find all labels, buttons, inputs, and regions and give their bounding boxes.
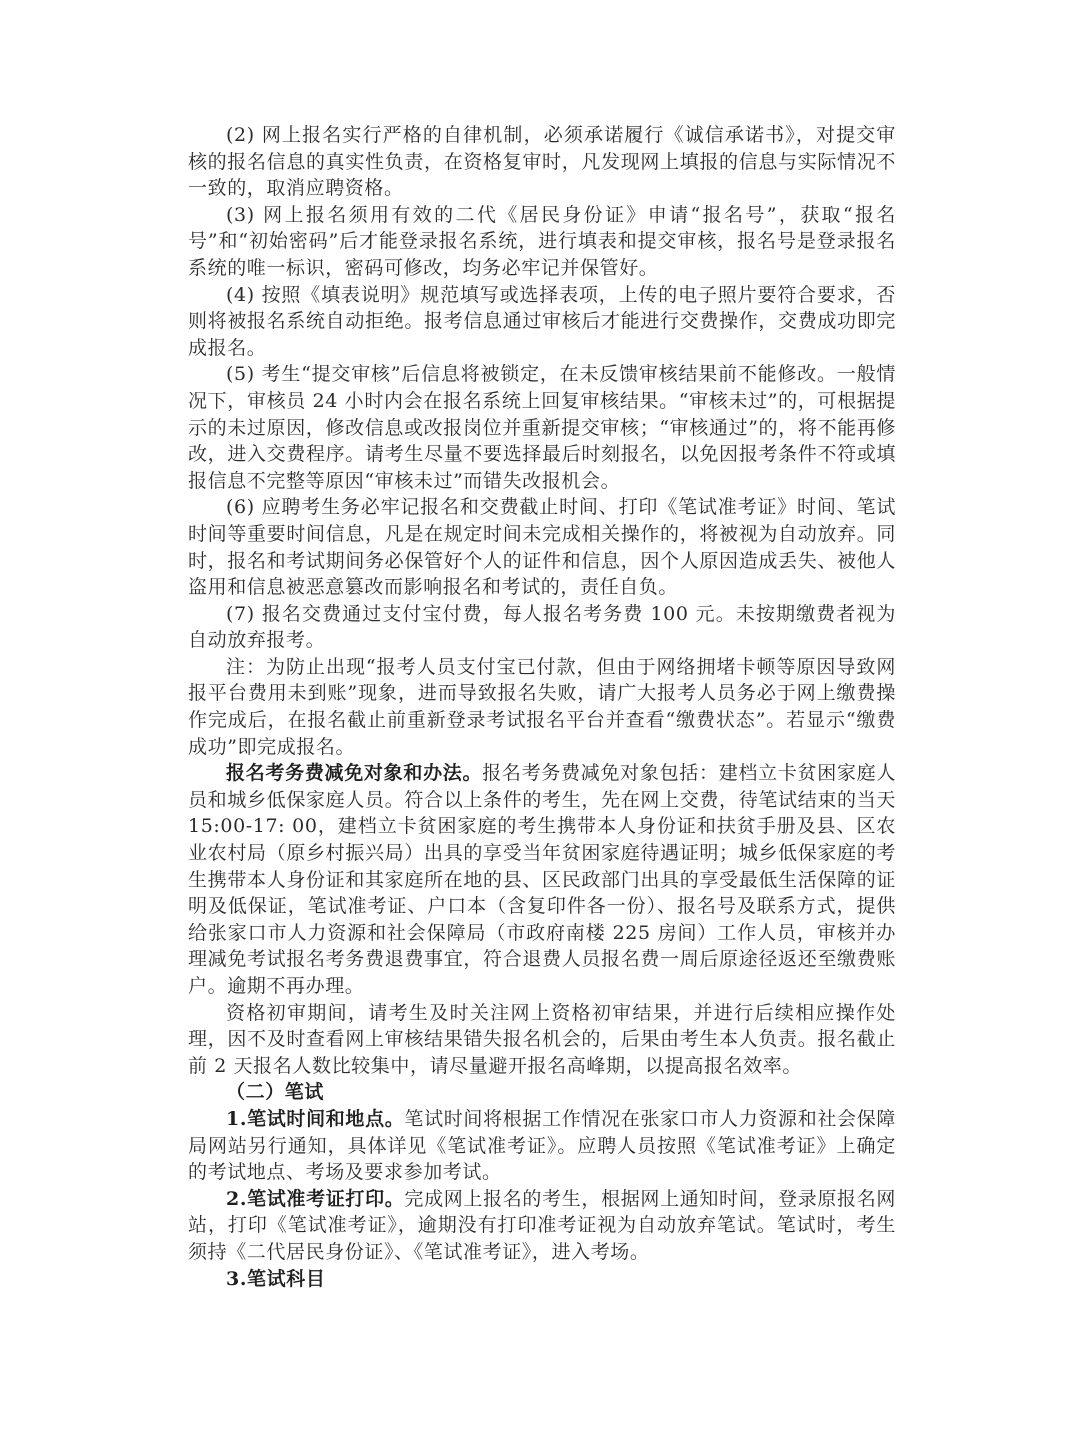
paragraph-lead: （二）笔试: [226, 1081, 325, 1104]
paragraph-reg-5: [188, 361, 896, 494]
paragraph-exam-time-place: [188, 1106, 896, 1186]
paragraph-reg-4: [188, 282, 896, 362]
paragraph-reg-2: [188, 122, 896, 202]
paragraph-reg-6: [188, 494, 896, 600]
paragraph-text: (4) 按照《填表说明》规范填写或选择表项，上传的电子照片要符合要求，否则将被报名系统自动拒绝。报考信息通过审核后才能进行交费操作，交费成功即完成报名。: [188, 283, 896, 359]
paragraph-lead: 报名考务费减免对象和办法。: [226, 762, 483, 785]
paragraph-exam-subjects: [188, 1266, 896, 1293]
paragraph-text: (3) 网上报名须用有效的二代《居民身份证》申请“报名号”，获取“报名号”和“初始密码”后才能登录报名系统，进行填表和提交审核，报名号是登录报名系统的唯一标识，密码可修改，均务必牢记并保管好。: [188, 203, 896, 279]
paragraph-initial-review: [188, 1000, 896, 1080]
paragraph-text: (5) 考生“提交审核”后信息将被锁定，在未反馈审核结果前不能修改。一般情况下，审核员 24 小时内会在报名系统上回复审核结果。“审核未过”的，可根据提示的未过原因，修改信息或改报岗位并重新提交审核；“审核通过”的，将不能再修改，进入交费程序。请考生尽量不要选择最后时刻报名，以免因报考条件不符或填报信息不完整等原因“审核未过”而错失改报机会。: [188, 363, 896, 492]
paragraph-text: 笔试时间将根据工作情况在张家口市人力资源和社会保障局网站另行通知，具体详见《笔试准考证》。应聘人员按照《笔试准考证》上确定的考试地点、考场及要求参加考试。: [188, 1107, 896, 1184]
paragraph-fee-waiver: [188, 760, 896, 999]
paragraph-admission-ticket: [188, 1186, 896, 1266]
paragraph-text: (7) 报名交费通过支付宝付费，每人报名考务费 100 元。未按期缴费者视为自动放弃报考。: [188, 602, 896, 652]
paragraph-reg-3: [188, 202, 896, 282]
section-heading-written-exam: [188, 1079, 896, 1106]
paragraph-text: 资格初审期间，请考生及时关注网上资格初审结果，并进行后续相应操作处理，因不及时查看网上审核结果错失报名机会的，后果由考生本人负责。报名截止前 2 天报名人数比较集中，请尽量避开报名高峰期，以提高报名效率。: [188, 1001, 896, 1077]
paragraph-lead: 3.笔试科目: [226, 1267, 326, 1290]
paragraph-lead: 2.笔试准考证打印。: [226, 1187, 405, 1210]
paragraph-text: (6) 应聘考生务必牢记报名和交费截止时间、打印《笔试准考证》时间、笔试时间等重要时间信息，凡是在规定时间未完成相关操作的，将被视为自动放弃。同时，报名和考试期间务必保管好个人的证件和信息，因个人原因造成丢失、被他人盗用和信息被恶意篡改而影响报名和考试的，责任自负。: [188, 496, 896, 599]
document-page: [188, 122, 896, 1292]
paragraph-text: 完成网上报名的考生，根据网上通知时间，登录原报名网站，打印《笔试准考证》，逾期没有打印准考证视为自动放弃笔试。笔试时，考生须持《二代居民身份证》、《笔试准考证》，进入考场。: [188, 1187, 896, 1263]
paragraph-lead: 1.笔试时间和地点。: [226, 1107, 405, 1130]
paragraph-text: 报名考务费减免对象包括：建档立卡贫困家庭人员和城乡低保家庭人员。符合以上条件的考生，先在网上交费，待笔试结束的当天15:00-17: 00，建档立卡贫困家庭的考生携带本人身份证和扶贫手册及县、区农业农村局（原乡村振兴局）出具的享受当年贫困家庭待遇证明；城乡低保家庭的考生携带本人身份证和其家庭所在地的县、区民政部门出具的享受最低生活保障的证明及低保证，笔试准考证、户口本（含复印件各一份）、报名号及联系方式，提供给张家口市人力资源和社会保障局（市政府南楼 225 房间）工作人员，审核并办理减免考试报名考务费退费事宜，符合退费人员报名费一周后原途径返还至缴费账户。逾期不再办理。: [188, 762, 896, 997]
paragraph-reg-7: [188, 601, 896, 654]
paragraph-note: [188, 654, 896, 760]
paragraph-text: 注：为防止出现“报考人员支付宝已付款，但由于网络拥堵卡顿等原因导致网报平台费用未到账”现象，进而导致报名失败，请广大报考人员务必于网上缴费操作完成后，在报名截止前重新登录考试报名平台并查看“缴费状态”。若显示“缴费成功”即完成报名。: [188, 655, 896, 758]
paragraph-text: (2) 网上报名实行严格的自律机制，必须承诺履行《诚信承诺书》，对提交审核的报名信息的真实性负责，在资格复审时，凡发现网上填报的信息与实际情况不一致的，取消应聘资格。: [188, 124, 896, 200]
